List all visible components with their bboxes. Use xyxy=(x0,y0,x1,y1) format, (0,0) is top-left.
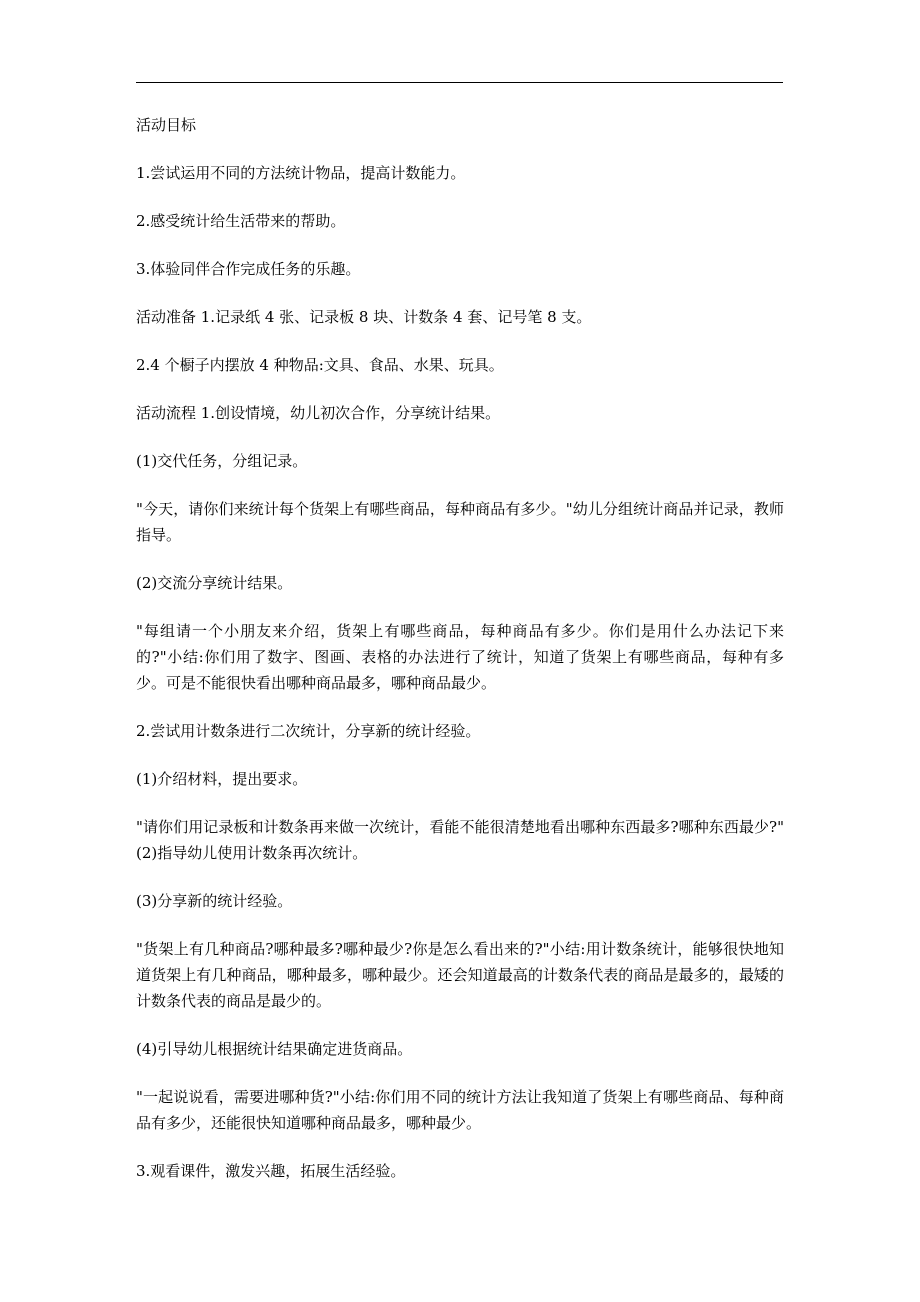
paragraph: 2.感受统计给生活带来的帮助。 xyxy=(136,212,346,230)
paragraph: 3.观看课件，激发兴趣，拓展生活经验。 xyxy=(136,1162,406,1180)
paragraph: (4)引导幼儿根据统计结果确定进货商品。 xyxy=(136,1040,413,1058)
paragraph: 活动流程 1.创设情境，幼儿初次合作，分享统计结果。 xyxy=(136,404,501,422)
paragraph: 2.4 个橱子内摆放 4 种物品:文具、食品、水果、玩具。 xyxy=(136,356,504,374)
paragraph: 3.体验同伴合作完成任务的乐趣。 xyxy=(136,260,361,278)
paragraph: 活动准备 1.记录纸 4 张、记录板 8 块、计数条 4 套、记号笔 8 支。 xyxy=(136,308,592,326)
paragraph: "货架上有几种商品?哪种最多?哪种最少?你是怎么看出来的?"小结:用计数条统计，能够很快地知道货架上有几种商品，哪种最多，哪种最少。还会知道最高的计数条代表的商品是最多的，最矮的计数条代表的商品是最少的。 xyxy=(136,940,784,1010)
paragraph: (3)分享新的统计经验。 xyxy=(136,892,293,910)
paragraph: "请你们用记录板和计数条再来做一次统计，看能不能很清楚地看出哪种东西最多?哪种东西最少?"(2)指导幼儿使用计数条再次统计。 xyxy=(136,818,784,862)
section-heading-goals: 活动目标 xyxy=(136,116,197,134)
paragraph: (1)交代任务，分组记录。 xyxy=(136,452,308,470)
paragraph: (1)介绍材料，提出要求。 xyxy=(136,770,308,788)
paragraph: (2)交流分享统计结果。 xyxy=(136,574,293,592)
document-body xyxy=(136,112,784,1206)
paragraph: 2.尝试用计数条进行二次统计，分享新的统计经验。 xyxy=(136,722,481,740)
paragraph: "每组请一个小朋友来介绍，货架上有哪些商品，每种商品有多少。你们是用什么办法记下来的?"小结:你们用了数字、图画、表格的办法进行了统计，知道了货架上有哪些商品，每种有多少。可是不能很快看出哪种商品最多，哪种商品最少。 xyxy=(136,622,784,692)
paragraph: "今天，请你们来统计每个货架上有哪些商品，每种商品有多少。"幼儿分组统计商品并记录，教师指导。 xyxy=(136,500,784,544)
paragraph: 1.尝试运用不同的方法统计物品，提高计数能力。 xyxy=(136,164,466,182)
paragraph: "一起说说看，需要进哪种货?"小结:你们用不同的统计方法让我知道了货架上有哪些商品、每种商品有多少，还能很快知道哪种商品最多，哪种最少。 xyxy=(136,1088,784,1132)
header-rule xyxy=(136,82,783,83)
